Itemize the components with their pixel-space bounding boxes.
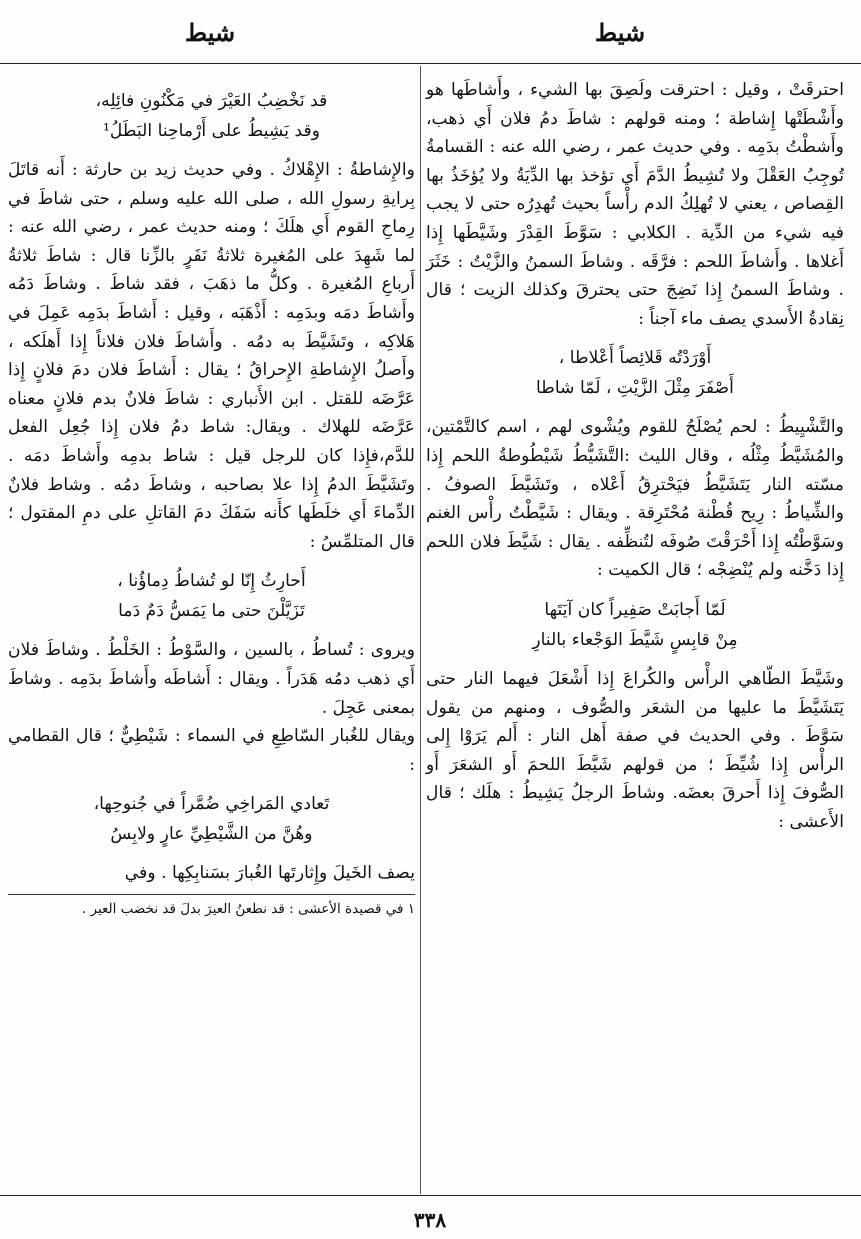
verse-line: تَعادي المَراخِي ضُمَّراً في جُنوحِها، [93, 794, 330, 815]
left-column-body [8, 86, 415, 888]
verse-line: تَزَيَّلْنَ حتى ما يَمَسُّ دَمٌ دَما [118, 601, 305, 622]
footnote-rule [8, 894, 415, 895]
right-paragraph: والتَّشْيِيطُ : لحم يُصْلَحُ للقوم ويُشْوى لهم ، اسم كالتَّمْتين، والمُشَيَّطُ مِثْلُه ، وقال الليث :التَّشَيُّطُ شَيْطُوطةُ اللحم إِذا مسّته النار يَتَشَيَّطُ فيَحْترِقُ أَعْلاه ، وتَشَيَّطَ الصوفُ . والشِّياطُ : رِيح قُطْنة مُحْتَرِقة . ويقال : شَيَّطْتُ رأْس الغنم وسَوَّطْتُه إِذا أَحْرَقْتَ صُوفَه لتُنظِّفه . يقال : شَيَّطَ فلان اللحم إِذا دَخَّنه ولم يُنْضِجْه ؛ قال الكميت : [426, 417, 844, 581]
verse-line: وهُنَّ من الشَّيْطِيِّ عارٍ ولابِسُ [110, 824, 313, 845]
right-paragraph: وشَيَّطَ الطّاهي الرأْس والكُراعَ إِذا أَشْعَلَ فيهما النار حتى يَتَشَيَّطَ ما عليها من الشعَر والصُّوف ، ومنهم من يقول سَوَّطَ . وفي الحديث في صفة أَهل النار : أَلم يَرَوْا إِلى الرأْس إِذا شُيِّطَ ؛ من قولهم شَيَّطَ اللحمَ أَو الشعَرَ أَو الصُّوفَ إِذا أَحرقَ بعضَه. وشاطَ الرجلُ يَشِيطُ : هلَك ؛ قال الأَعشى : [426, 668, 844, 832]
left-paragraph: والإِشاطةُ : الإِهْلاكُ . وفي حديث زيد بن حارثة : أَنه قاتَلَ بِرايةِ رسولِ الله ، صلى الله عليه وسلم ، حتى شاطَ في رِماحِ القوم أَي هلَكَ ؛ ومنه حديث عمر ، رضي الله عنه : لما شَهِدَ على المُغيرة ثلاثةُ نَفَرٍ بالزِّنا قال : شاطَ ثلاثةُ أَرباعِ المُغيرة . وكلُّ ما ذهَبَ ، فقد شاطَ . وشاطَ دَمُه وأَشاطَ دمَه وبدَمِه : أَذْهَبَه ، وقيل : أَشاطَ بدَمِه عَمِلَ في هَلاكِه ، وتَشَيَّطَ به دمُه . وأَشاطَ فلان فلاناً إِذا أَهلَكه ، وأَصلُ الإِشاطةِ الإِحراقُ ؛ يقال : أَشاطَ فلان دمَ فلانٍ إِذا عَرَّضَه للقتل . ابن الأَنباري : شاطَ فلانٌ بدم فلانٍ معناه عَرَّضَه للهلاك . ويقال: شاط دمُ فلان إِذا جُعِل الفعل للدَّم،فإِذا كان للرجل قيل : شاط بدمِه وأَشاطَ دمَه . وتَشَيَّطَ الدمُ إِذا علا بصاحبه ، وشاطَ دمُه . وشاط فلانٌ الدِّماءَ أَي خلَطَها كأَنه سَفَكَ دمَ القاتلِ على دمِ المقتول ؛ قال المتلمِّسُ : [8, 160, 415, 552]
running-header-right: شيط [594, 18, 646, 47]
running-header-left: شيط [184, 18, 236, 47]
left-verse [8, 86, 415, 146]
page-number: ٣٣٨ [413, 1208, 447, 1232]
footer-rule [0, 1195, 861, 1196]
left-paragraph: يصف الخَيلَ وإِثارتَها الغُبارَ بسَنابِكِها . وفي [124, 863, 415, 884]
verse-line: أَصْفَرَ مِثْلَ الزَّيْتِ ، لَمّا شاطا [536, 378, 734, 399]
right-paragraph: احترقَتْ ، وقيل : احترقت ولَصِقَ بها الشيء ، وأَشاطَها هو وأَشْطَتْها إِشاطة ؛ ومنه قولهم : شاطَ دمُ فلان أَي ذهب، وأَشطْتُ بدَمِه . وفي حديث عمر ، رضي الله عنه : القسامةُ تُوجِبُ العَقْلَ ولا تُشِيطُ الدَّمَ أَي تؤخذ بها الدِّيَةُ ولا يُؤخَذُ بها القِصاص ، يعني لا تُهلِكُ الدم رأْساً بحيث تُهدِرُه حتى لا يجب فيه شيء من الدِّية . الكلابي : سَوَّطَ القِدْرَ وشَيَّطَها إِذا أَغلاها . وأَشاطَ اللحم : فرَّقَه . وشاطَ السمنُ والزَّيْتُ : خَثَرَ . وشاطَ السمنُ إِذا نَضِجَ حتى يحترقَ وكذلك الزيت ؛ قال نِقادةُ الأَسدي يصف ماء آجناً : [426, 80, 844, 329]
left-verse [8, 566, 415, 626]
left-column [8, 76, 415, 919]
footnote: ١ في قصيدة الأعشى : قد نطعنُ العيرَ بدلَ قد نخضب العير . [81, 900, 415, 917]
verse-line: أَوْرَدْتُه قَلائِصاً أَعْلاطا ، [558, 348, 712, 369]
right-verse [426, 343, 844, 403]
right-verse [426, 595, 844, 655]
verse-line: أَحارِثُ إِنّا لو تُشاطُ دِماؤُنا ، [117, 571, 306, 592]
left-paragraph: ويروى : تُساطُ ، بالسين ، والسَّوْطُ : الخَلْطُ . وشاطَ فلان أَي ذهب دمُه هَدَراً . ويقال : أَشاطَه وأَشاطَ بدَمِه . وشاطَ بمعنى عَجِلَ . [8, 640, 415, 718]
left-verse [8, 789, 415, 849]
verse-line: قد نَخْضِبُ العَيْرَ في مَكْنُونِ فائِلِه، [95, 91, 328, 111]
verse-line: وقد يَشِيطُ على أَرْماحِنا البَطَلُ¹ [102, 121, 321, 141]
verse-line: مِنْ قابِسٍ شَيَّطَ الوَجْعاء بالنارِ [532, 629, 738, 650]
header-rule [0, 63, 861, 64]
left-paragraph: ويقال للغُبار السّاطِعِ في السماء : شَيْطِيٌّ ؛ قال القطامي : [8, 726, 415, 775]
column-divider [420, 66, 421, 1194]
right-column [426, 76, 844, 836]
verse-line: لَمّا أَجابَتْ صَفِيراً كان آيَتَها [544, 599, 726, 620]
